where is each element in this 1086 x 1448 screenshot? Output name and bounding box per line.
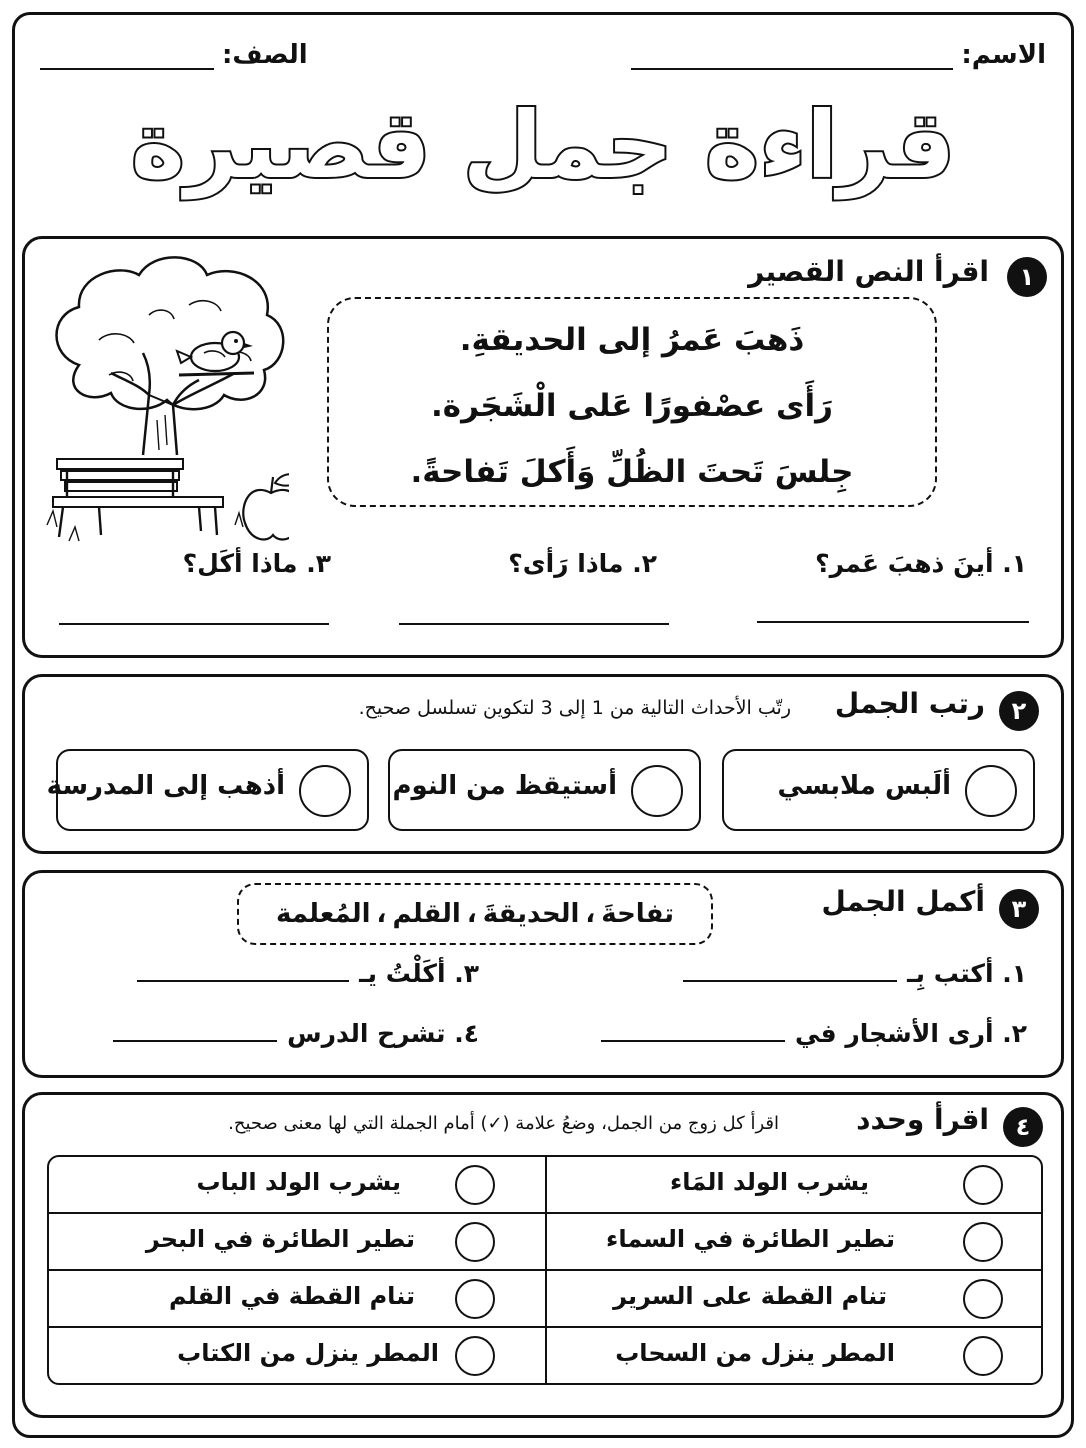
order-number-circle[interactable] [299,765,351,817]
section-title: اقرأ النص القصير [748,255,989,288]
section-read-and-choose [22,1092,1064,1418]
word-bank-item: المُعلمة [275,899,371,929]
pair-option-left: المطر ينزل من الكتاب [49,1328,545,1385]
answer-line-2[interactable] [399,623,669,625]
class-line[interactable] [40,44,214,70]
fill-sentence-3: ٣. أكَلْتُ يـ [137,959,479,988]
word-bank-item: القلم [392,899,461,929]
name-field [631,40,1046,70]
section-complete-sentences [22,870,1064,1078]
section-title: رتب الجمل [834,687,985,720]
check-circle[interactable] [963,1165,1003,1205]
story-line-3: جِلسَ تَحتَ الظُلِّ وَأَكلَ تَفاحةً. [410,454,854,490]
fill-blank-line[interactable] [113,1038,277,1042]
order-item-text: أستيقظ من النوم [392,771,617,801]
pair-row [49,1214,1041,1271]
pair-row [49,1328,1041,1385]
section-instruction: اقرأ كل زوج من الجمل، وضعُ علامة (✓) أمام الجملة التي لها معنى صحيح. [228,1113,779,1134]
class-label: الصف: [222,40,308,70]
word-bank-item: الحديقةَ [482,899,580,929]
section-read-text [22,236,1064,658]
check-circle[interactable] [455,1336,495,1376]
pair-option-right: تطير الطائرة في السماء [545,1214,1041,1271]
tree-bird-bench-apple-illustration [39,245,289,545]
fill-sentence-4: ٤. تشرح الدرس [113,1019,479,1048]
check-circle[interactable] [455,1222,495,1262]
check-circle[interactable] [455,1279,495,1319]
word-bank-item: تفاحةَ [601,899,675,929]
name-label: الاسم: [961,40,1046,70]
question-1: ١. أينَ ذهبَ عَمر؟ [815,549,1027,578]
story-line-2: رَأَى عصْفورًا عَلى الْشَجَرة. [431,388,833,424]
section-number-badge: ٢ [999,691,1039,731]
section-title: اقرأ وحدد [856,1103,989,1136]
check-circle[interactable] [963,1336,1003,1376]
question-2: ٢. ماذا رَأى؟ [508,549,657,578]
section-order-sentences [22,674,1064,854]
order-number-circle[interactable] [631,765,683,817]
answer-line-3[interactable] [59,623,329,625]
pair-row [49,1271,1041,1328]
fill-blank-line[interactable] [137,978,349,982]
page-title: قراءة جمل قصيرة [130,92,956,199]
sentence-pairs-table [47,1155,1043,1385]
order-item-2 [388,749,701,831]
section-number-badge: ٤ [1003,1107,1043,1147]
section-number-badge: ١ [1007,257,1047,297]
name-line[interactable] [631,44,953,70]
check-circle[interactable] [963,1222,1003,1262]
word-bank: تفاحةَ ، الحديقةَ ، القلم ، المُعلمة [237,883,713,945]
pair-row [49,1157,1041,1214]
section-instruction: رتّب الأحداث التالية من 1 إلى 3 لتكوين تسلسل صحيح. [358,697,791,719]
class-field [40,40,308,70]
order-item-text: ألَبس ملابسي [777,771,951,801]
answer-line-1[interactable] [757,621,1029,623]
story-line-1: ذَهبَ عَمرُ إلى الحديقةِ. [459,322,805,358]
fill-blank-line[interactable] [601,1038,785,1042]
story-text-box [327,297,937,507]
check-circle[interactable] [963,1279,1003,1319]
order-item-text: أذهب إلى المدرسة [46,771,285,801]
fill-sentence-2: ٢. أرى الأشجار في [601,1019,1027,1048]
pair-option-right: يشرب الولد المَاء [545,1157,1041,1214]
order-number-circle[interactable] [965,765,1017,817]
fill-blank-line[interactable] [683,978,897,982]
fill-sentence-1: ١. أكتب بِـ [683,959,1027,988]
order-item-3 [46,749,369,831]
pair-option-left: تطير الطائرة في البحر [49,1214,545,1271]
section-number-badge: ٣ [999,889,1039,929]
pair-option-left: تنام القطة في القلم [49,1271,545,1328]
pair-option-right: المطر ينزل من السحاب [545,1328,1041,1385]
question-3: ٣. ماذا أكَل؟ [182,549,331,578]
pair-option-right: تنام القطة على السرير [545,1271,1041,1328]
order-item-1 [722,749,1035,831]
section-title: أكمل الجمل [821,885,985,918]
check-circle[interactable] [455,1165,495,1205]
pair-option-left: يشرب الولد الباب [49,1157,545,1214]
